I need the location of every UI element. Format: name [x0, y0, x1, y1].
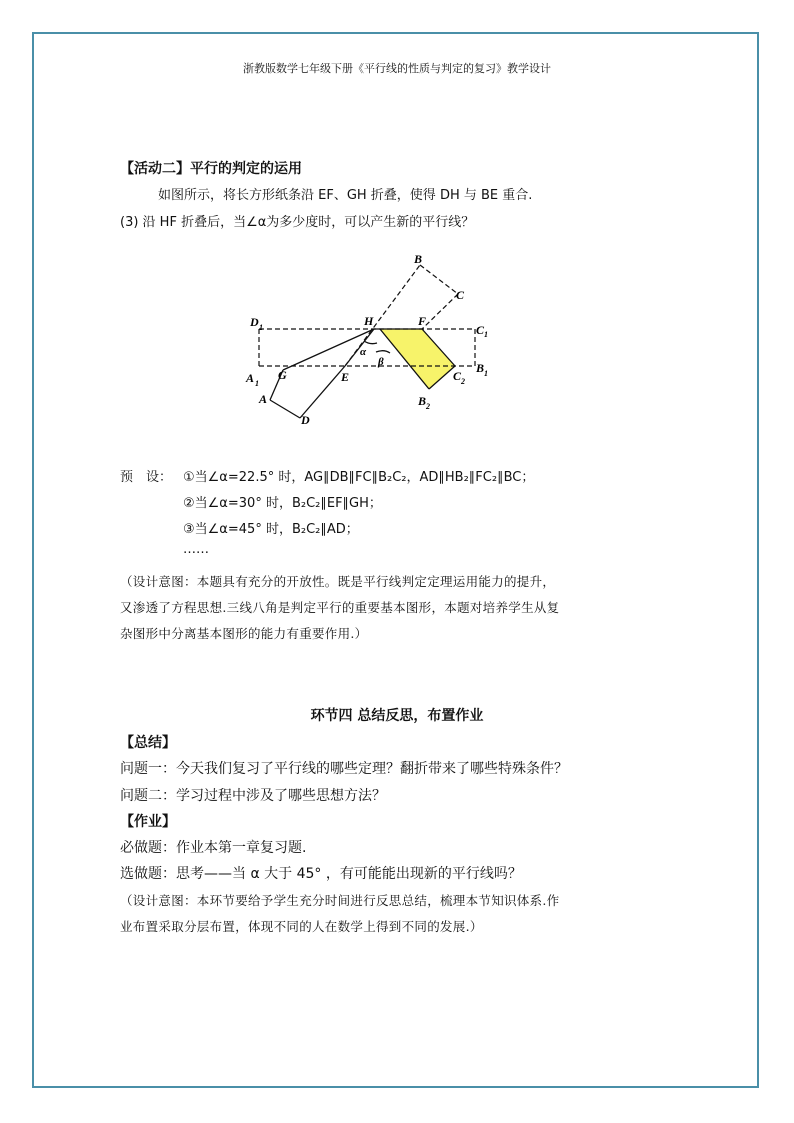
preset-item-4: …… [183, 542, 209, 557]
label-D1-sub: 1 [259, 323, 263, 332]
homework-optional: 选做题：思考——当 α 大于 45° ，有可能能出现新的平行线吗？ [120, 866, 522, 882]
label-D: D [301, 413, 310, 427]
label-B2: B [418, 394, 427, 408]
preset-label: 预 设： [120, 470, 173, 485]
activity-title: 【活动二】平行的判定的运用 [120, 161, 302, 177]
label-A1-sub: 1 [255, 379, 259, 388]
label-A: A [259, 392, 268, 406]
preset-item-1: ①当∠α=22.5° 时，AG∥DB∥FC∥B₂C₂，AD∥HB₂∥FC₂∥BC； [183, 470, 535, 485]
label-D1: D [250, 315, 259, 329]
beta-arc [376, 351, 390, 353]
label-B1: B [476, 361, 485, 375]
design-note-1-line-1: （设计意图：本题具有充分的开放性。既是平行线判定定理运用能力的提升， [120, 574, 556, 589]
alpha-arc [364, 341, 377, 344]
label-E: E [341, 370, 350, 384]
folding-figure [240, 250, 520, 430]
label-H: H [364, 314, 374, 328]
activity-intro: 如图所示，将长方形纸条沿 EF、GH 折叠，使得 DH 与 BE 重合. [158, 188, 533, 203]
preset-item-2: ②当∠α=30° 时，B₂C₂∥EF∥GH； [183, 496, 382, 511]
section4-title: 环节四 总结反思，布置作业 [310, 708, 484, 724]
label-C2-sub: 2 [461, 377, 465, 386]
homework-label: 【作业】 [120, 814, 176, 830]
dashed-BC [420, 265, 458, 294]
summary-label: 【总结】 [120, 735, 176, 751]
line-DE [300, 366, 345, 418]
dashed-CF [422, 294, 458, 329]
line-AD [270, 400, 300, 418]
label-C2: C [453, 369, 462, 383]
label-C: C [456, 288, 465, 302]
homework-required: 必做题：作业本第一章复习题. [120, 840, 307, 856]
label-A1: A [246, 371, 255, 385]
label-G: G [278, 368, 287, 382]
label-alpha: α [360, 346, 367, 358]
preset-item-3: ③当∠α=45° 时，B₂C₂∥AD； [183, 522, 359, 537]
summary-question-1: 问题一：今天我们复习了平行线的哪些定理？翻折带来了哪些特殊条件？ [120, 761, 568, 777]
label-B2-sub: 2 [426, 402, 430, 411]
label-C1-sub: 1 [484, 330, 488, 339]
activity-question: (3) 沿 HF 折叠后，当∠α为多少度时，可以产生新的平行线？ [120, 215, 475, 230]
design-note-2-line-2: 业布置采取分层布置，体现不同的人在数学上得到不同的发展.） [120, 919, 483, 934]
label-C1: C [476, 323, 485, 337]
design-note-1-line-3: 杂图形中分离基本图形的能力有重要作用.） [120, 626, 368, 641]
folded-region [380, 329, 455, 389]
page-header: 浙教版数学七年级下册《平行线的性质与判定的复习》教学设计 [243, 62, 551, 75]
summary-question-2: 问题二：学习过程中涉及了哪些思想方法？ [120, 788, 386, 804]
label-B1-sub: 1 [484, 369, 488, 378]
label-F: F [418, 314, 427, 328]
design-note-1-line-2: 又渗透了方程思想.三线八角是判定平行的重要基本图形，本题对培养学生从复 [120, 600, 560, 615]
label-B: B [414, 252, 423, 266]
design-note-2-line-1: （设计意图：本环节要给予学生充分时间进行反思总结，梳理本节知识体系.作 [120, 893, 560, 908]
label-beta: β [378, 356, 384, 368]
